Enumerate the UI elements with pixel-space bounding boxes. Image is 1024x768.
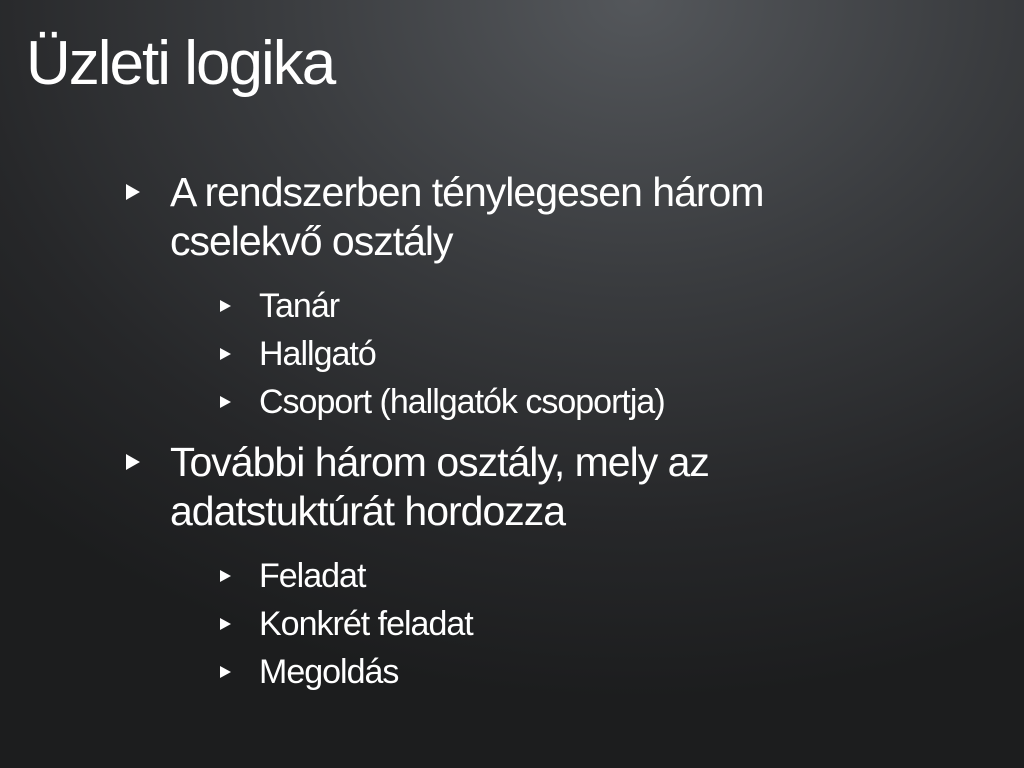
bullet-item [120,168,900,426]
triangle-bullet-icon [220,396,231,408]
sub-bullet-text: Csoport (hallgatók csoportja) [259,383,665,421]
sub-bullet-item [210,552,900,600]
sub-bullet-item [210,330,900,378]
bullet-item [120,438,900,696]
triangle-bullet-icon [126,184,140,200]
slide-title: Üzleti logika [26,29,335,98]
sub-bullet-text: Konkrét feladat [259,605,473,643]
slide-content [120,168,900,696]
bullet-list [120,168,900,696]
sub-bullet-item [210,282,900,330]
bullet-text: A rendszerben ténylegesen három cselekvő osztály [170,169,764,264]
sub-bullet-text: Hallgató [259,335,376,373]
sub-bullet-item [210,378,900,426]
bullet-text: További három osztály, mely az adatstuktúrát hordozza [170,439,709,534]
sub-bullet-list [210,282,900,426]
sub-bullet-text: Feladat [259,557,366,595]
triangle-bullet-icon [220,300,231,312]
sub-bullet-text: Megoldás [259,653,399,691]
triangle-bullet-icon [220,570,231,582]
sub-bullet-item [210,600,900,648]
triangle-bullet-icon [220,666,231,678]
sub-bullet-text: Tanár [259,287,340,325]
sub-bullet-item [210,648,900,696]
triangle-bullet-icon [126,454,140,470]
triangle-bullet-icon [220,348,231,360]
sub-bullet-list [210,552,900,696]
triangle-bullet-icon [220,618,231,630]
